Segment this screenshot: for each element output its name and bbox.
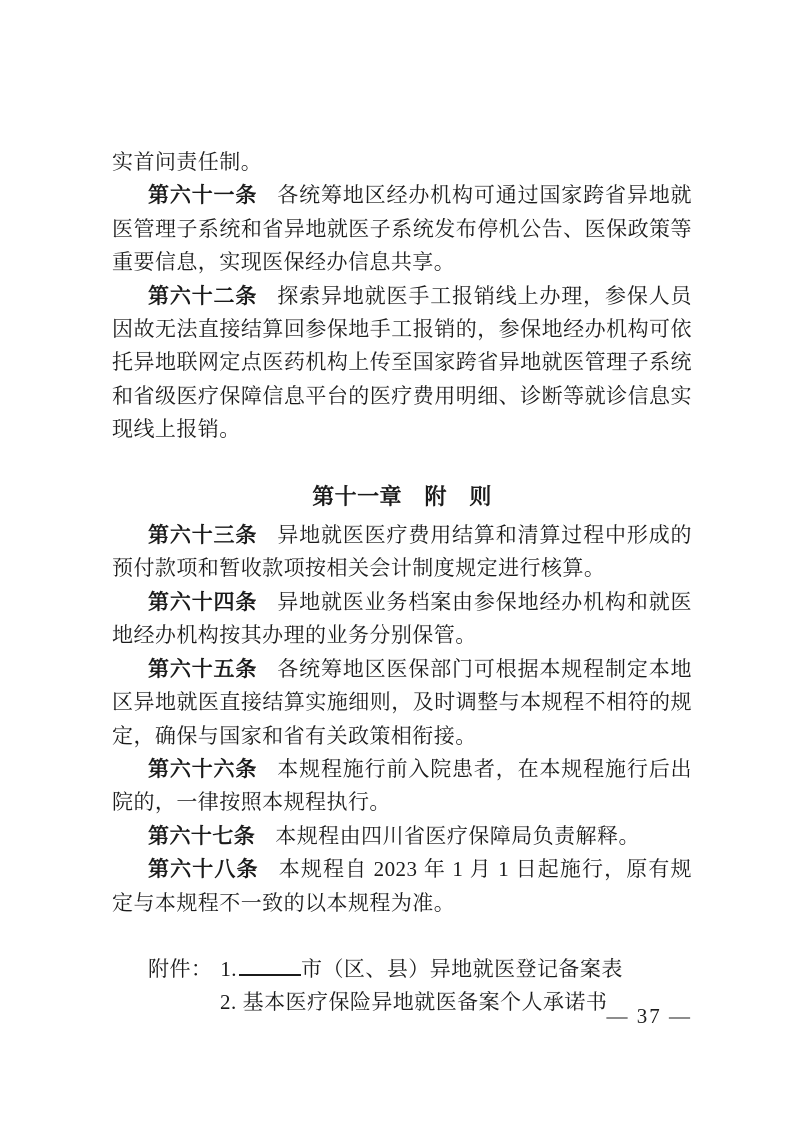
article-65-body: 各统筹地区医保部门可根据本规程制定本地区异地就医直接结算实施细则，及时调整与本规程不相符的规定，确保与国家和省有关政策相衔接。 — [112, 656, 692, 748]
article-64-paragraph — [112, 586, 692, 653]
article-68-paragraph — [112, 853, 692, 920]
article-67-body: 本规程由四川省医疗保障局负责解释。 — [275, 823, 640, 848]
article-63-head: 第六十三条 — [148, 523, 258, 548]
attachment-2-text: 基本医疗保险异地就医备案个人承诺书 — [242, 990, 608, 1015]
article-62-paragraph — [112, 280, 692, 447]
article-66-head: 第六十六条 — [148, 756, 258, 781]
attachment-item-1 — [112, 953, 692, 986]
page-number: — 37 — — [606, 1004, 692, 1028]
article-62-body: 探索异地就医手工报销线上办理，参保人员因故无法直接结算回参保地手工报销的，参保地经办机构可依托异地联网定点医药机构上传至国家跨省异地就医管理子系统和省级医疗保障信息平台的医疗费用明细、诊断等就诊信息实现线上报销。 — [112, 283, 692, 442]
article-64-head: 第六十四条 — [148, 589, 258, 614]
attachment-item-2 — [112, 986, 692, 1019]
article-61-head: 第六十一条 — [148, 183, 258, 208]
attachments-block — [112, 953, 692, 1020]
article-68-body: 本规程自 2023 年 1 月 1 日起施行，原有规定与本规程不一致的以本规程为准。 — [112, 857, 693, 915]
article-63-paragraph — [112, 519, 692, 586]
article-65-head: 第六十五条 — [148, 656, 258, 681]
attachment-2-number: 2. — [220, 990, 237, 1015]
article-66-body: 本规程施行前入院患者，在本规程施行后出院的，一律按照本规程执行。 — [112, 756, 692, 815]
attachments-label: 附件： — [148, 956, 213, 981]
chapter-heading: 第十一章 附 则 — [312, 483, 492, 509]
article-67-head: 第六十七条 — [148, 823, 256, 848]
article-64-body: 异地就医业务档案由参保地经办机构和就医地经办机构按其办理的业务分别保管。 — [112, 589, 692, 648]
attachment-1-text: 市（区、县）异地就医登记备案表 — [301, 956, 623, 981]
article-65-paragraph — [112, 653, 692, 753]
article-66-paragraph — [112, 753, 692, 820]
article-61-paragraph — [112, 179, 692, 279]
article-68-head: 第六十八条 — [148, 857, 259, 882]
attachment-1-number: 1. — [220, 956, 238, 981]
document-text-block — [112, 146, 692, 1020]
article-63-body: 异地就医医疗费用结算和清算过程中形成的预付款项和暂收款项按相关会计制度规定进行核算。 — [112, 523, 692, 581]
article-67-paragraph — [112, 820, 692, 853]
continuation-line: 实首问责任制。 — [112, 150, 263, 174]
blank-underline — [239, 974, 301, 976]
article-61-body: 各统筹地区经办机构可通过国家跨省异地就医管理子系统和省异地就医子系统发布停机公告、医保政策等重要信息，实现医保经办信息共享。 — [112, 183, 692, 275]
article-62-head: 第六十二条 — [148, 283, 258, 308]
